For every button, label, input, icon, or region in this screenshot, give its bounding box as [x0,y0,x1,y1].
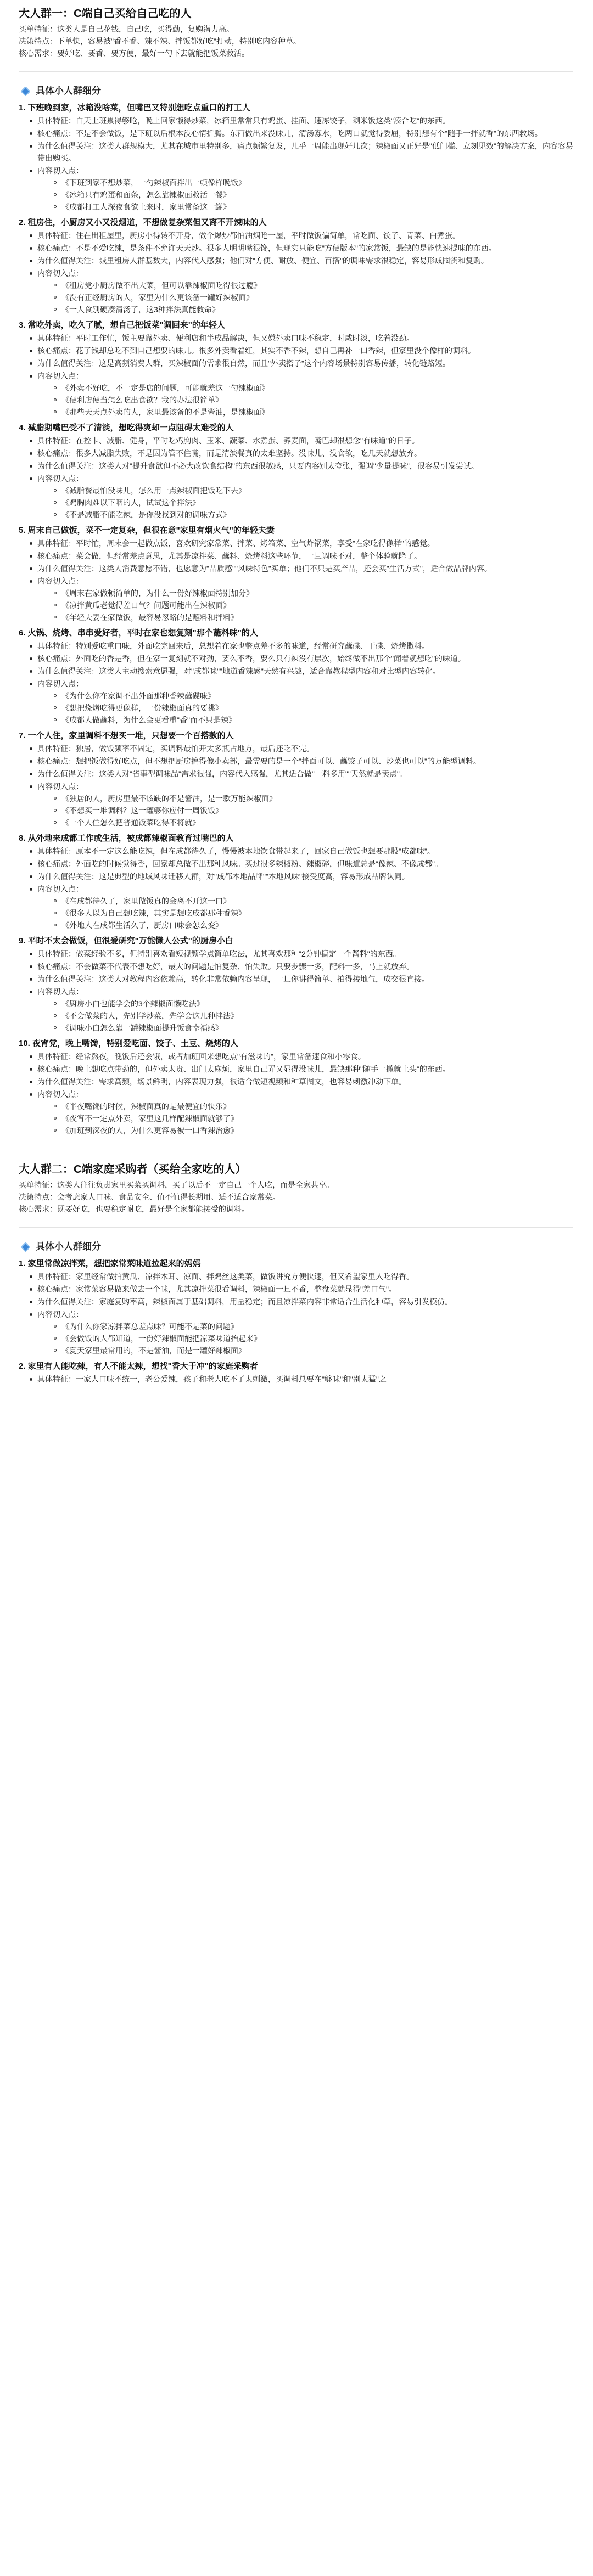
content-point: 《想把烧烤吃得更像样，一份辣椒面真的要挑》 [61,702,573,714]
segment-bullets [19,845,573,931]
segment-item [19,524,573,623]
content-point-list [37,587,573,623]
segment-item [19,1037,573,1137]
content-points [37,473,573,521]
content-points [37,165,573,213]
content-point: 《没有正经厨房的人，家里为什么更该备一罐好辣椒面》 [61,291,573,303]
content-point-list [37,485,573,521]
segment-bullet: 具体特征：原本不一定这么能吃辣，但在成都待久了，慢慢被本地饮食带起来了，回家自己做饭也想要那股"成都味"。 [37,845,573,857]
content-point: 《为什么你家凉拌菜总差点味？可能不是菜的问题》 [61,1320,573,1332]
content-points [37,780,573,829]
content-point: 《凉拌黄瓜老觉得差口气？问题可能出在辣椒面》 [61,599,573,611]
content-point: 《夜宵不一定点外卖，家里这几样配辣椒面就够了》 [61,1112,573,1124]
diamond-icon [20,86,30,96]
segment-bullet: 核心痛点：不是不会做饭，是下班以后根本没心情折腾。东西做出来没味儿，清汤寡水，吃两口就觉得委屈，特别想有个"随手一拌就香"的东西救场。 [37,127,573,139]
content-point-list [37,177,573,213]
segment-bullet: 具体特征：平时忙，周末会一起做点饭，喜欢研究家常菜、拌菜、烤箱菜、空气炸锅菜，享受"在家吃得像样"的感觉。 [37,537,573,549]
content-point: 《不会做菜的人，先别学炒菜，先学会这几种拌法》 [61,1010,573,1022]
segment-item [19,935,573,1034]
segment-bullet: 具体特征：做菜经验不多，但特别喜欢看短视频学点简单吃法，尤其喜欢那种"2分钟搞定一个酱料"的东西。 [37,948,573,960]
content-points [37,267,573,316]
segment-title: 1. 下班晚到家，冰箱没啥菜，但嘴巴又特别想吃点重口的打工人 [19,103,250,113]
content-points-label: 内容切入点： [37,1310,83,1319]
segment-bullet: 具体特征：家里经常做拍黄瓜、凉拌木耳、凉面、拌鸡丝这类菜，做饭讲究方便快速，但又希望家里人吃得香。 [37,1270,573,1283]
segment-bullet: 为什么值得关注：需求高频，场景鲜明，内容表现力强，很适合做短视频和种草图文，也容易刺激冲动下单。 [37,1076,573,1088]
content-point: 《在成都待久了，家里做饭真的会离不开这一口》 [61,895,573,907]
segment-title: 1. 家里常做凉拌菜，想把家常菜味道拉起来的妈妈 [19,1259,201,1268]
segment-bullet: 核心痛点：菜会做，但经常差点意思，尤其是凉拌菜、蘸料、烧烤料这些环节，一旦调味不对，整个体验就降了。 [37,550,573,562]
content-points-label: 内容切入点： [37,372,83,380]
content-point: 《周末在家做顿简单的，为什么一份好辣椒面特别加分》 [61,587,573,599]
content-point: 《夏天家里最常用的，不是酱油，而是一罐好辣椒面》 [61,1345,573,1357]
content-points-label: 内容切入点： [37,474,83,483]
group-line: 买单特征：这类人是自己花钱，自己吃，买得勤，复购潜力高。 [19,25,234,33]
segment-bullet: 具体特征：独居，做饭频率不固定，买调料最怕开太多瓶占地方，最后还吃不完。 [37,743,573,755]
content-points [37,883,573,931]
section-title [19,84,573,98]
content-point-list [37,792,573,829]
segment-bullet: 为什么值得关注：这是典型的地域风味迁移人群，对"成都本地品牌""本地风味"接受度高，容易形成品牌认同。 [37,870,573,882]
segment-title: 9. 平时不太会做饭，但很爱研究"万能懒人公式"的厨房小白 [19,936,233,946]
segment-bullet: 为什么值得关注：这类人对教程内容依赖高，转化非常依赖内容呈现，一旦你讲得简单、拍得接地气，成交很直接。 [37,973,573,985]
segment-bullet: 具体特征：在控卡、减脂、健身，平时吃鸡胸肉、玉米、蔬菜、水煮蛋、荞麦面，嘴巴却很想念"有味道"的日子。 [37,435,573,447]
segment-item [19,627,573,726]
content-point-list [37,998,573,1034]
content-point: 《成都打工人深夜食欲上来时，家里常备这一罐》 [61,201,573,213]
group-line: 买单特征：这类人往往负责家里买菜买调料，买了以后不一定自己一个人吃，而是全家共享。 [19,1180,334,1189]
segment-bullet: 为什么值得关注：城里租房人群基数大，内容代入感强；他们对"方便、耐放、便宜、百搭"的调味需求很稳定，容易形成囤货和复购。 [37,255,573,267]
segment-title: 6. 火锅、烧烤、串串爱好者，平时在家也想复刻"那个蘸料味"的人 [19,628,258,638]
segment-bullet: 核心痛点：花了钱却总吃不到自己想要的味儿。很多外卖看着红，其实不香不辣，想自己再补一口香辣，但家里没个像样的调料。 [37,345,573,357]
segment-bullets [19,1270,573,1357]
content-point: 《外地人在成都生活久了，厨房口味会怎么变》 [61,919,573,931]
segment-bullet: 具体特征：住在出租屋里，厨房小得转不开身，做个爆炒都怕油烟呛一屋，平时做饭偏简单，常吃面、饺子、青菜、白煮蛋。 [37,229,573,241]
group-line: 核心需求：既要好吃，也要稳定耐吃，最好是全家都能接受的调料。 [19,1205,249,1213]
segment-title: 5. 周末自己做饭，菜不一定复杂，但很在意"家里有烟火气"的年轻夫妻 [19,526,275,535]
segment-bullet: 核心痛点：外面吃的香是香，但在家一复刻就不对劲，要么不香，要么只有辣没有层次，始终做不出那个"闻着就想吃"的味道。 [37,653,573,665]
content-point: 《便利店便当怎么吃出食欲？我的办法很简单》 [61,394,573,406]
group-line: 决策特点：下单快，容易被"香不香、辣不辣、拌饭都好吃"打动，特别吃内容种草。 [19,37,301,46]
segment-bullet: 具体特征：白天上班累得够呛，晚上回家懒得炒菜，冰箱里常常只有鸡蛋、挂面、速冻饺子，剩米饭这类"凑合吃"的东西。 [37,115,573,127]
group-line: 决策特点：会考虑家人口味、食品安全、值不值得长期用、适不适合家常菜。 [19,1193,280,1201]
segment-bullets [19,435,573,521]
segment-bullet: 核心痛点：家常菜容易做来做去一个味，尤其凉拌菜很看调料，辣椒面一旦不香，整盘菜就显得"差口气"。 [37,1283,573,1295]
content-point: 《一个人住怎么把普通饭菜吃得不将就》 [61,817,573,829]
segment-item [19,216,573,316]
content-point: 《一人食别硬凑清汤了，这3种拌法真能救命》 [61,303,573,316]
segment-bullet: 为什么值得关注：这类人主动搜索意愿强，对"成都味""地道香辣感"天然有兴趣，适合靠教程型内容和对比型内容转化。 [37,665,573,677]
content-points [37,1088,573,1137]
content-point: 《鸡胸肉难以下咽的人，试试这个拌法》 [61,497,573,509]
content-points-label: 内容切入点： [37,577,83,586]
content-point-list [37,279,573,316]
segment-bullets [19,1050,573,1137]
content-point: 《会做饭的人都知道，一份好辣椒面能把凉菜味道抬起来》 [61,1332,573,1345]
diamond-icon [20,1242,30,1252]
content-points-label: 内容切入点： [37,166,83,175]
segment-bullet: 核心痛点：外面吃的时候觉得香，回家却总做不出那种风味。买过很多辣椒粉、辣椒碎，但味道总是"像辣、不像成都"。 [37,858,573,870]
segment-bullet: 核心痛点：不会做菜不代表不想吃好，最大的问题是怕复杂、怕失败。只要步骤一多，配料一多，马上就放弃。 [37,960,573,972]
section-title [19,1240,573,1254]
content-points [37,370,573,418]
content-point: 《成都人做蘸料，为什么会更看重"香"而不只是辣》 [61,714,573,726]
content-point-list [37,1320,573,1357]
segment-item [19,832,573,931]
content-points-label: 内容切入点： [37,1090,83,1099]
segment-item [19,102,573,213]
segment-bullets [19,948,573,1034]
segment-bullet: 具体特征：经常熬夜，晚饭后还会饿，或者加班回来想吃点"有滋味的"，家里常备速食和小零食。 [37,1050,573,1062]
content-point: 《租房党小厨房做不出大菜，但可以靠辣椒面吃得很过瘾》 [61,279,573,291]
content-point: 《冰箱只有鸡蛋和面条，怎么靠辣椒面救活一餐》 [61,189,573,201]
content-points [37,1308,573,1357]
item-list [19,1257,573,1385]
segment-item [19,1360,573,1385]
segment-title: 3. 常吃外卖，吃久了腻，想自己把饭菜"调回来"的年轻人 [19,320,225,330]
content-point: 《那些天天点外卖的人，家里最该备的不是酱油，是辣椒面》 [61,406,573,418]
segment-bullet: 核心痛点：想把饭做得好吃点，但不想把厨房搞得像小卖部，最需要的是一个"拌面可以、蘸饺子可以、炒菜也可以"的万能型调料。 [37,755,573,767]
segment-item [19,319,573,418]
content-point: 《下班到家不想炒菜，一勺辣椒面拌出一顿像样晚饭》 [61,177,573,189]
segment-bullet: 核心痛点：晚上想吃点带劲的，但外卖太贵、出门太麻烦，家里自己弄又显得没味儿，最缺那种"随手一撒就上头"的东西。 [37,1063,573,1075]
segment-bullet: 为什么值得关注：这类人消费意愿不错，也愿意为"品质感""风味特色"买单；他们不只是买产品，还会买"生活方式"，适合做品牌内容。 [37,563,573,575]
segment-bullet: 为什么值得关注：这类人群规模大，尤其在城市里特别多，痛点频繁复发，几乎一周能出现好几次；辣椒面又正好是"低门槛、立刻见效"的解决方案，内容容易带出购买。 [37,140,573,164]
segment-bullet: 具体特征：平时工作忙，饭主要靠外卖、便利店和半成品解决，但又嫌外卖口味不稳定，时咸时淡，吃着没劲。 [37,332,573,344]
segment-title: 7. 一个人住，家里调料不想买一堆，只想要一个百搭款的人 [19,731,234,740]
content-points-label: 内容切入点： [37,679,83,688]
content-points [37,986,573,1034]
content-point: 《独居的人，厨房里最不该缺的不是酱油，是一款万能辣椒面》 [61,792,573,805]
segment-bullets [19,115,573,213]
segment-bullets [19,640,573,726]
segment-title: 2. 租房住，小厨房又小又没烟道，不想做复杂菜但又离不开辣味的人 [19,218,267,227]
segment-bullet: 为什么值得关注：这类人对"提升食欲但不必大改饮食结构"的东西很敏感，只要内容别太夸张，强调"少量提味"，很容易引发尝试。 [37,460,573,472]
content-point: 《加班到深夜的人，为什么更容易被一口香辣治愈》 [61,1124,573,1137]
group-title: 大人群二：C端家庭采购者（买给全家吃的人） [19,1163,247,1175]
segment-item [19,421,573,521]
divider [19,1227,573,1228]
segment-bullets [19,1373,573,1385]
content-point: 《调味小白怎么靠一罐辣椒面提升饭食幸福感》 [61,1022,573,1034]
section-title-text: 具体小人群细分 [36,1241,101,1252]
segment-title: 2. 家里有人能吃辣，有人不能太辣，想找"香大于冲"的家庭采购者 [19,1362,258,1371]
segment-bullet: 为什么值得关注：这是高频消费人群，买辣椒面的需求很自然，而且"外卖搭子"这个内容场景特别容易传播，转化链路短。 [37,357,573,369]
content-points-label: 内容切入点： [37,885,83,893]
group-line: 核心需求：要好吃、要香、要方便，最好一勺下去就能把饭菜救活。 [19,49,249,58]
group-2 [19,1161,573,1385]
divider [19,71,573,72]
content-point: 《很多人以为自己想吃辣，其实是想吃成都那种香辣》 [61,907,573,919]
segment-bullet: 具体特征：一家人口味不统一，老公爱辣，孩子和老人吃不了太刺激，买调料总要在"够味"和"别太猛"之 [37,1373,573,1385]
content-points-label: 内容切入点： [37,987,83,996]
content-point: 《减脂餐最怕没味儿，怎么用一点辣椒面把饭吃下去》 [61,485,573,497]
segment-bullets [19,332,573,418]
content-points [37,678,573,726]
content-point-list [37,690,573,726]
segment-item [19,1257,573,1357]
content-point: 《外卖不好吃，不一定是店的问题，可能就差这一勺辣椒面》 [61,382,573,394]
segment-bullets [19,743,573,829]
content-point: 《不想买一堆调料？这一罐够你应付一周饭饭》 [61,805,573,817]
group-1 [19,5,573,1137]
content-point: 《厨房小白也能学会的3个辣椒面懒吃法》 [61,998,573,1010]
content-points-label: 内容切入点： [37,269,83,278]
content-points [37,575,573,623]
segment-title: 10. 夜宵党，晚上嘴馋，特别爱吃面、饺子、土豆、烧烤的人 [19,1039,239,1048]
segment-bullets [19,229,573,316]
group-title: 大人群一：C端自己买给自己吃的人 [19,8,192,20]
item-list [19,102,573,1137]
section-title-text: 具体小人群细分 [36,86,101,96]
segment-bullets [19,537,573,623]
content-point-list [37,1100,573,1137]
content-points-label: 内容切入点： [37,782,83,791]
content-point-list [37,895,573,931]
segment-bullet: 核心痛点：不是不爱吃辣，是条件不允许天天炒。很多人明明嘴很馋，但现实只能吃"方便版本"的家常饭，最缺的是能快速提味的东西。 [37,242,573,254]
content-point: 《不是减脂不能吃辣，是你没找到对的调味方式》 [61,509,573,521]
segment-title: 4. 减脂期嘴巴受不了清淡，想吃得爽却一点阻碍太难受的人 [19,423,234,432]
content-point: 《为什么你在家调不出外面那种香辣蘸碟味》 [61,690,573,702]
segment-bullet: 核心痛点：很多人减脂失败，不是因为管不住嘴，而是清淡餐真的太难坚持。没味儿、没食欲，吃几天就想放弃。 [37,447,573,459]
segment-title: 8. 从外地来成都工作或生活，被成都辣椒面教育过嘴巴的人 [19,834,234,843]
segment-item [19,729,573,829]
segment-bullet: 具体特征：特别爱吃重口味，外面吃完回来后，总想着在家也整点差不多的味道，经常研究蘸碟、干碟、烧烤撒料。 [37,640,573,652]
content-point: 《年轻夫妻在家做饭，最容易忽略的是蘸料和拌料》 [61,611,573,623]
content-point: 《半夜嘴馋的时候，辣椒面真的是最便宜的快乐》 [61,1100,573,1112]
segment-bullet: 为什么值得关注：家庭复购率高，辣椒面属于基础调料，用量稳定；而且凉拌菜内容非常适合生活化种草，容易引发模仿。 [37,1296,573,1308]
content-point-list [37,382,573,418]
segment-bullet: 为什么值得关注：这类人对"省事型调味品"需求很强，内容代入感强，尤其适合做"一料多用""天然就是卖点"。 [37,768,573,780]
